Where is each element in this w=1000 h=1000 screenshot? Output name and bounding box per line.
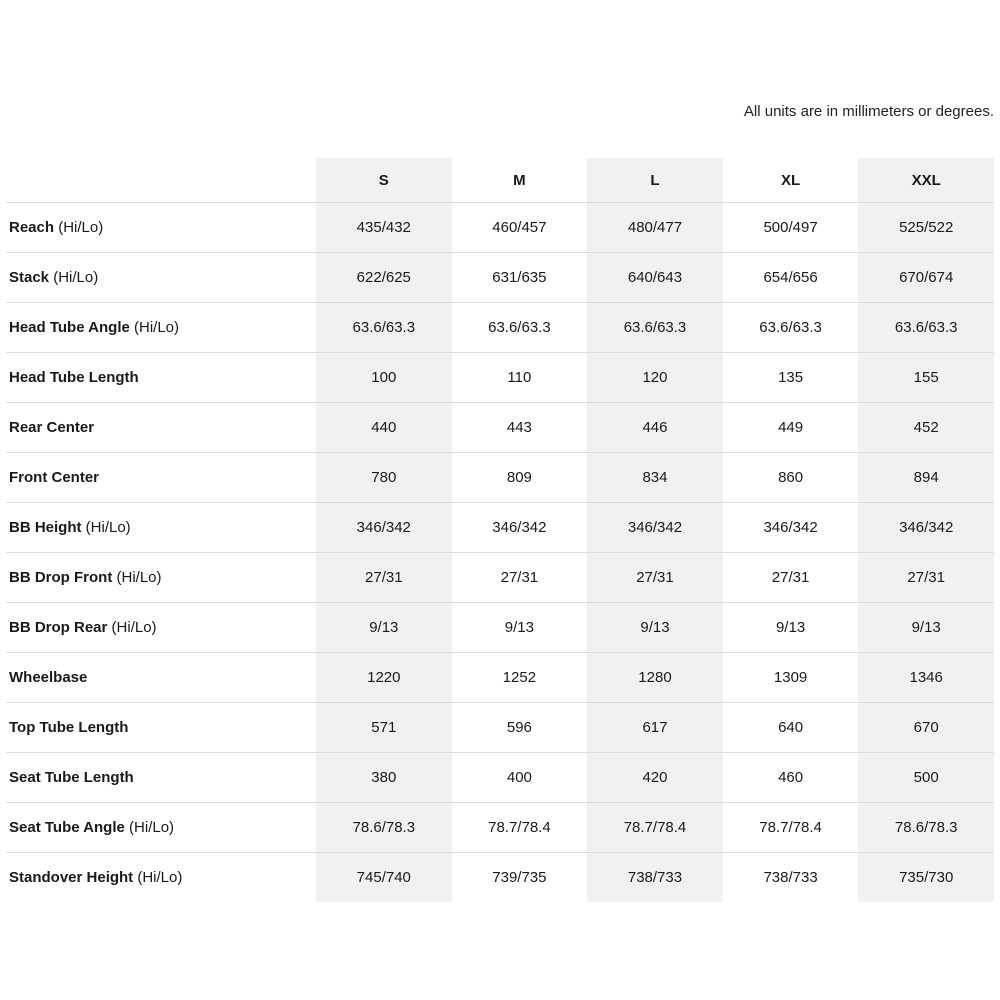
row-label	[6, 453, 316, 503]
column-header-l: L	[587, 158, 723, 203]
table-cell-xl: 640	[723, 703, 859, 753]
table-cell-m: 596	[452, 703, 588, 753]
table-cell-xl: 27/31	[723, 553, 859, 603]
table-cell-s: 745/740	[316, 853, 452, 903]
table-cell-l: 834	[587, 453, 723, 503]
table-cell-l: 9/13	[587, 603, 723, 653]
row-label	[6, 603, 316, 653]
column-header-xl: XL	[723, 158, 859, 203]
table-cell-s: 380	[316, 753, 452, 803]
table-row	[6, 603, 994, 653]
table-cell-m: 1252	[452, 653, 588, 703]
table-cell-xxl: 9/13	[858, 603, 994, 653]
row-label-qualifier: (Hi/Lo)	[53, 269, 99, 286]
table-cell-xxl: 525/522	[858, 203, 994, 253]
table-cell-xl: 500/497	[723, 203, 859, 253]
row-label	[6, 753, 316, 803]
table-cell-s: 622/625	[316, 253, 452, 303]
table-cell-m: 809	[452, 453, 588, 503]
table-cell-xl: 449	[723, 403, 859, 453]
table-cell-m: 9/13	[452, 603, 588, 653]
table-cell-s: 63.6/63.3	[316, 303, 452, 353]
table-cell-l: 1280	[587, 653, 723, 703]
table-row	[6, 703, 994, 753]
table-cell-m: 27/31	[452, 553, 588, 603]
table-cell-xxl: 78.6/78.3	[858, 803, 994, 853]
row-label	[6, 403, 316, 453]
table-cell-xxl: 346/342	[858, 503, 994, 553]
row-label-name: Front Center	[9, 469, 99, 486]
row-label-name: Wheelbase	[9, 669, 88, 686]
row-label-name: Head Tube Length	[9, 369, 139, 386]
row-label-name: Seat Tube Angle	[9, 819, 125, 836]
row-label-name: Rear Center	[9, 419, 95, 436]
column-header-xxl: XXL	[858, 158, 994, 203]
table-cell-m: 110	[452, 353, 588, 403]
table-cell-s: 27/31	[316, 553, 452, 603]
row-label	[6, 653, 316, 703]
table-cell-xl: 9/13	[723, 603, 859, 653]
row-label-qualifier: (Hi/Lo)	[137, 869, 183, 886]
row-label	[6, 303, 316, 353]
table-row	[6, 753, 994, 803]
table-cell-s: 571	[316, 703, 452, 753]
row-label-name: Standover Height	[9, 869, 134, 886]
row-label-qualifier: (Hi/Lo)	[116, 569, 162, 586]
row-label-name: BB Drop Front	[9, 569, 113, 586]
table-cell-xl: 1309	[723, 653, 859, 703]
table-cell-xxl: 452	[858, 403, 994, 453]
table-cell-l: 617	[587, 703, 723, 753]
row-label	[6, 503, 316, 553]
table-cell-s: 435/432	[316, 203, 452, 253]
table-cell-l: 640/643	[587, 253, 723, 303]
row-label-name: BB Height	[9, 519, 82, 536]
table-cell-m: 739/735	[492, 869, 547, 886]
table-cell-m: 400	[452, 753, 588, 803]
table-row	[6, 453, 994, 503]
table-cell-m: 346/342	[452, 503, 588, 553]
table-cell-xxl: 500	[858, 753, 994, 803]
table-cell-l: 480/477	[587, 203, 723, 253]
row-label-qualifier: (Hi/Lo)	[129, 819, 175, 836]
table-cell-xxl: 1346	[858, 653, 994, 703]
row-label-name: Seat Tube Length	[9, 769, 134, 786]
table-cell-s: 1220	[316, 653, 452, 703]
table-cell-l: 78.7/78.4	[587, 803, 723, 853]
table-cell-l: 420	[587, 753, 723, 803]
table-cell-xxl: 63.6/63.3	[858, 303, 994, 353]
table-cell-xxl: 670	[858, 703, 994, 753]
table-cell-s: 346/342	[316, 503, 452, 553]
table-header	[6, 158, 994, 203]
table-row	[6, 203, 994, 253]
row-label-name: BB Drop Rear	[9, 619, 108, 636]
table-row	[6, 253, 994, 303]
row-label	[6, 553, 316, 603]
table-cell-xl: 654/656	[723, 253, 859, 303]
table-cell-m: 63.6/63.3	[452, 303, 588, 353]
header-row	[6, 158, 994, 203]
row-label	[6, 253, 316, 303]
table-cell-xxl: 27/31	[858, 553, 994, 603]
row-label-qualifier: (Hi/Lo)	[85, 519, 131, 536]
table-cell-xl: 346/342	[723, 503, 859, 553]
table-cell-xl: 860	[723, 453, 859, 503]
row-label-name: Top Tube Length	[9, 719, 129, 736]
table-cell-s: 9/13	[316, 603, 452, 653]
table-cell-xl: 135	[723, 353, 859, 403]
units-note: All units are in millimeters or degrees.	[743, 103, 994, 120]
table-cell-l: 63.6/63.3	[587, 303, 723, 353]
table-cell-s: 440	[316, 403, 452, 453]
header-corner	[6, 158, 316, 203]
table-cell-m: 460/457	[452, 203, 588, 253]
row-label-name: Head Tube Angle	[9, 319, 130, 336]
table-cell-xl: 78.7/78.4	[723, 803, 859, 853]
table-body	[6, 203, 994, 903]
table-cell-l: 120	[587, 353, 723, 403]
table-cell-l: 27/31	[587, 553, 723, 603]
row-label-qualifier: (Hi/Lo)	[58, 219, 104, 236]
table-cell-s: 780	[316, 453, 452, 503]
geometry-table	[6, 158, 994, 902]
row-label-name: Stack	[9, 269, 50, 286]
table-cell-l: 346/342	[587, 503, 723, 553]
table-row	[6, 803, 994, 853]
table-row	[6, 303, 994, 353]
table-row	[6, 353, 994, 403]
row-label	[6, 353, 316, 403]
table-cell-m: 78.7/78.4	[452, 803, 588, 853]
table-cell-m: 443	[452, 403, 588, 453]
table-cell-s: 100	[316, 353, 452, 403]
table-row	[6, 403, 994, 453]
table-cell-xl: 738/733	[763, 869, 818, 886]
table-row	[6, 553, 994, 603]
row-label	[6, 203, 316, 253]
table-cell-l: 446	[587, 403, 723, 453]
row-label-qualifier: (Hi/Lo)	[134, 319, 180, 336]
row-label	[6, 703, 316, 753]
table-cell-xxl: 894	[858, 453, 994, 503]
table-row	[6, 653, 994, 703]
table-cell-xl: 460	[723, 753, 859, 803]
table-cell-m: 631/635	[452, 253, 588, 303]
table-cell-xl: 63.6/63.3	[723, 303, 859, 353]
row-label-name: Reach	[9, 219, 55, 236]
table-cell-l: 738/733	[587, 853, 723, 903]
column-header-s: S	[316, 158, 452, 203]
table-cell-xxl: 735/730	[858, 853, 994, 903]
table-cell-xxl: 670/674	[858, 253, 994, 303]
table-cell-s: 78.6/78.3	[316, 803, 452, 853]
column-header-m: M	[452, 158, 588, 203]
row-label-qualifier: (Hi/Lo)	[111, 619, 157, 636]
table-cell-xxl: 155	[858, 353, 994, 403]
row-label	[6, 803, 316, 853]
table-row	[6, 503, 994, 553]
row-label	[6, 853, 316, 903]
table-row	[6, 853, 994, 903]
